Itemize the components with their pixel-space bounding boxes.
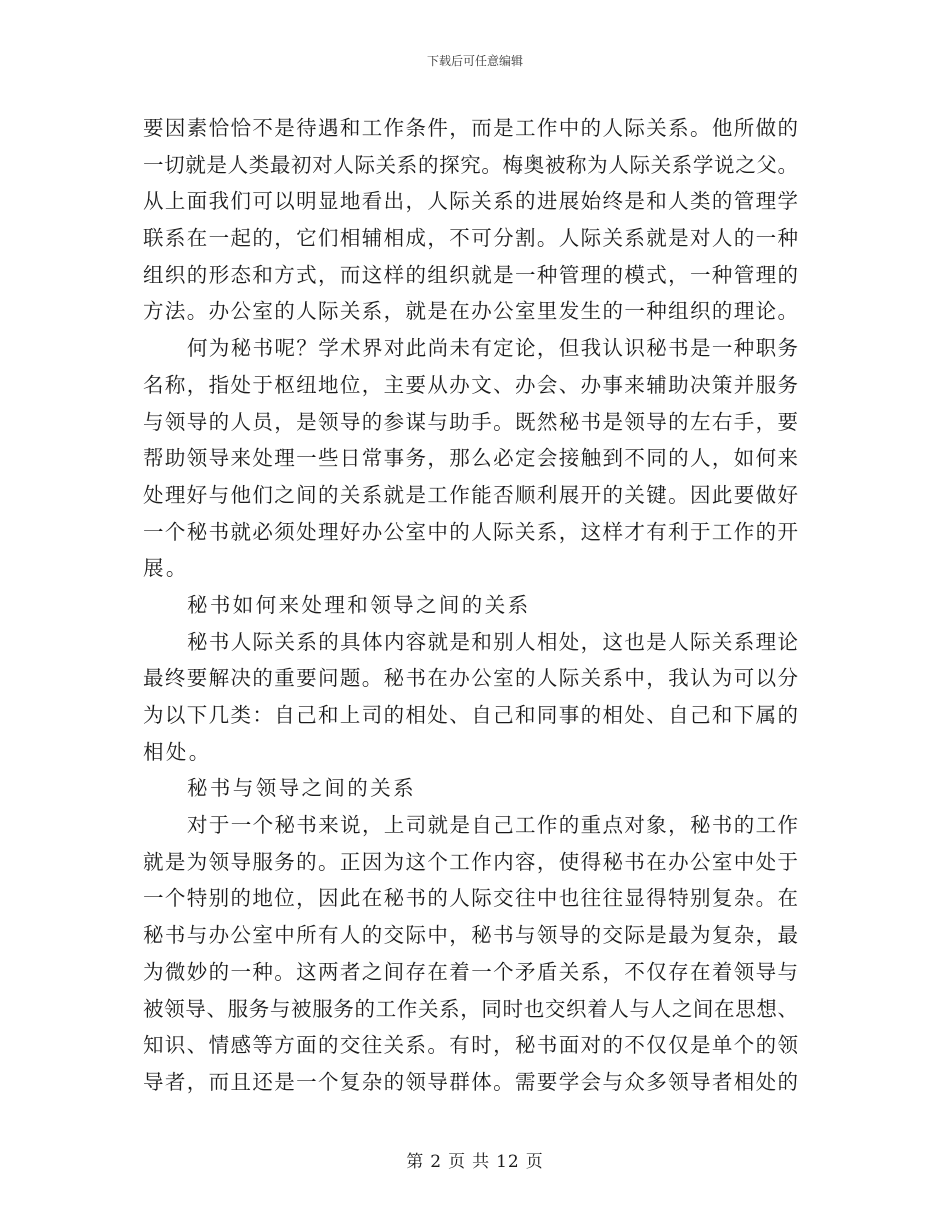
footer-suffix: 页 — [525, 1152, 544, 1172]
document-body — [143, 110, 798, 1101]
text-line: 联系在一起的，它们相辅相成，不可分割。人际关系就是对人的一种 — [143, 226, 798, 251]
text-line: 要因素恰恰不是待遇和工作条件，而是工作中的人际关系。他所做的 — [143, 116, 798, 140]
paragraph-first-line: 对于一个秘书来说，上司就是自己工作的重点对象，秘书的工作 — [187, 813, 798, 838]
text-line: 名称，指处于枢纽地位，主要从办文、办会、办事来辅助决策并服务 — [143, 372, 798, 397]
current-page-number: 2 — [430, 1152, 443, 1172]
page-header: 下载后可任意编辑 — [426, 54, 523, 68]
text-line: 方法。办公室的人际关系，就是在办公室里发生的一种组织的理论。 — [143, 299, 798, 324]
text-line: 被领导、服务与被服务的工作关系，同时也交织着人与人之间在思想、 — [143, 996, 798, 1021]
text-line: 最终要解决的重要问题。秘书在办公室的人际关系中，我认为可以分 — [143, 666, 798, 691]
text-line: 从上面我们可以明显地看出，人际关系的进展始终是和人类的管理学 — [143, 189, 798, 214]
text-line: 一个秘书就必须处理好办公室中的人际关系，这样才有利于工作的开 — [143, 519, 798, 544]
section-heading: 秘书与领导之间的关系 — [187, 776, 416, 801]
text-line: 展。 — [143, 556, 189, 581]
paragraph-first-line: 何为秘书呢？学术界对此尚未有定论，但我认识秘书是一种职务 — [187, 336, 798, 361]
text-line: 处理好与他们之间的关系就是工作能否顺利展开的关键。因此要做好 — [143, 482, 798, 507]
text-line: 帮助领导来处理一些日常事务，那么必定会接触到不同的人，如何来 — [143, 446, 798, 471]
text-line: 组织的形态和方式，而这样的组织就是一种管理的模式，一种管理的 — [143, 262, 798, 287]
text-line: 就是为领导服务的。正因为这个工作内容，使得秘书在办公室中处于 — [143, 849, 798, 874]
text-line: 与领导的人员，是领导的参谋与助手。既然秘书是领导的左右手，要 — [143, 409, 798, 434]
text-line: 为以下几类：自己和上司的相处、自己和同事的相处、自己和下属的 — [143, 703, 798, 727]
paragraph-first-line: 秘书人际关系的具体内容就是和别人相处，这也是人际关系理论 — [187, 629, 798, 654]
text-line: 知识、情感等方面的交往关系。有时，秘书面对的不仅仅是单个的领 — [143, 1033, 798, 1058]
footer-total-label: 共 — [472, 1152, 491, 1172]
text-line: 相处。 — [143, 739, 212, 764]
text-line: 秘书与办公室中所有人的交际中，秘书与领导的交际是最为复杂，最 — [143, 923, 798, 948]
text-line: 为微妙的一种。这两者之间存在着一个矛盾关系，不仅存在着领导与 — [143, 959, 798, 984]
text-line: 一个特别的地位，因此在秘书的人际交往中也往往显得特别复杂。在 — [143, 886, 798, 911]
section-heading: 秘书如何来处理和领导之间的关系 — [187, 592, 531, 617]
footer-page-unit: 页 — [448, 1152, 467, 1172]
total-page-count: 12 — [496, 1152, 520, 1172]
footer-prefix: 第 — [406, 1152, 425, 1172]
page-footer — [0, 1150, 950, 1174]
text-line: 导者，而且还是一个复杂的领导群体。需要学会与众多领导者相处的 — [143, 1069, 798, 1094]
text-line: 一切就是人类最初对人际关系的探究。梅奥被称为人际关系学说之父。 — [143, 152, 798, 177]
